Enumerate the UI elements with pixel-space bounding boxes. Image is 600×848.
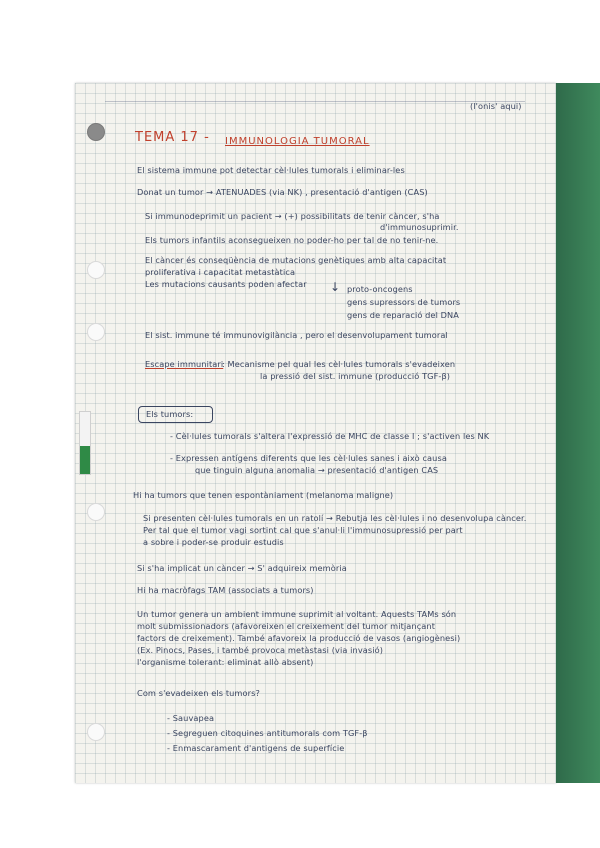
text-line: Si immunodeprimit un pacient → (+) possibilitats de tenir càncer, s'ha	[145, 211, 440, 221]
text-line: : Mecanisme pel qual les cèl·lules tumorals s'evadeixen	[222, 359, 456, 369]
binder-hole	[87, 503, 105, 521]
folder-edge	[556, 83, 600, 783]
text-line: - Expressen antígens diferents que les cèl·lules sanes i això causa	[170, 453, 447, 463]
text-line: gens supressors de tumors	[347, 297, 461, 307]
text-line: Un tumor genera un ambient immune suprimit al voltant. Aquests TAMs són	[137, 609, 457, 619]
text-line: - Cèl·lules tumorals s'altera l'expressió de MHC de classe I ; s'activen les NK	[170, 431, 490, 441]
text-line: Si presenten cèl·lules tumorals en un ratolí → Rebutja les cèl·lules i no desenvolupa càncer.	[143, 513, 527, 523]
text-line: proliferativa i capacitat metastàtica	[145, 267, 296, 277]
text-line: (Ex. Pinocs, Pases, i també provoca metàstasi (via invasió)	[137, 645, 384, 655]
page-subject: IMMUNOLOGIA TUMORAL	[225, 136, 370, 147]
text-line: Hi ha macròfags TAM (associats a tumors)	[137, 585, 314, 595]
text-line: Hi ha tumors que tenen espontàniament (melanoma maligne)	[133, 490, 394, 500]
text-line: gens de reparació del DNA	[347, 310, 459, 320]
margin-tag	[79, 411, 91, 475]
text-line: Donat un tumor → ATENUADES (via NK) , presentació d'antigen (CAS)	[137, 187, 428, 197]
binder-hole	[87, 261, 105, 279]
list-item: - Segreguen citoquines antitumorals com TGF-β	[167, 728, 368, 738]
section-heading: Els tumors:	[146, 409, 194, 419]
page-title: TEMA 17 -	[135, 130, 210, 145]
list-item: - Enmascarament d'antigens de superfície	[167, 743, 345, 753]
text-line: El sistema immune pot detectar cèl·lules tumorals i eliminar-les	[137, 165, 405, 175]
top-rule	[105, 101, 525, 102]
text-line: d'immunosuprimir.	[380, 222, 459, 232]
text-line: a sobre i poder-se produir estudis	[143, 537, 284, 547]
text-line: Per tal que el tumor vagi sortint cal que s'anul·li l'immunosupressió per part	[143, 525, 463, 535]
text-line: la pressió del sist. immune (producció TGF-β)	[260, 371, 451, 381]
text-line: El sist. immune té immunovigilància , pero el desenvolupament tumoral	[145, 330, 448, 340]
text-line: molt submissionadors (afavoreixen el creixement del tumor mitjançant	[137, 621, 436, 631]
notebook-page	[75, 83, 556, 783]
binder-hole	[87, 323, 105, 341]
text-line: factors de creixement). També afavoreix la producció de vasos (angiogènesi)	[137, 633, 461, 643]
text-line: Escape immunitari	[145, 359, 224, 369]
text-line: El càncer és conseqüència de mutacions genètiques amb alta capacitat	[145, 255, 447, 265]
text-line: Les mutacions causants poden afectar	[145, 279, 307, 289]
text-line: que tinguin alguna anomalia → presentació d'antigen CAS	[195, 465, 439, 475]
text-line: l'organisme tolerant: eliminat allò absent)	[137, 657, 314, 667]
text-line: Els tumors infantils aconsegueixen no poder-ho per tal de no tenir-ne.	[145, 235, 439, 245]
text-line: proto-oncogens	[347, 284, 413, 294]
arrow-icon: ↓	[330, 280, 341, 294]
binder-hole	[87, 123, 105, 141]
list-item: - Sauvapea	[167, 713, 215, 723]
text-line: Si s'ha implicat un càncer → S' adquireix memòria	[137, 563, 347, 573]
header-note: (l'onis' aqui)	[470, 101, 522, 111]
section-question: Com s'evadeixen els tumors?	[137, 688, 260, 698]
binder-hole	[87, 723, 105, 741]
